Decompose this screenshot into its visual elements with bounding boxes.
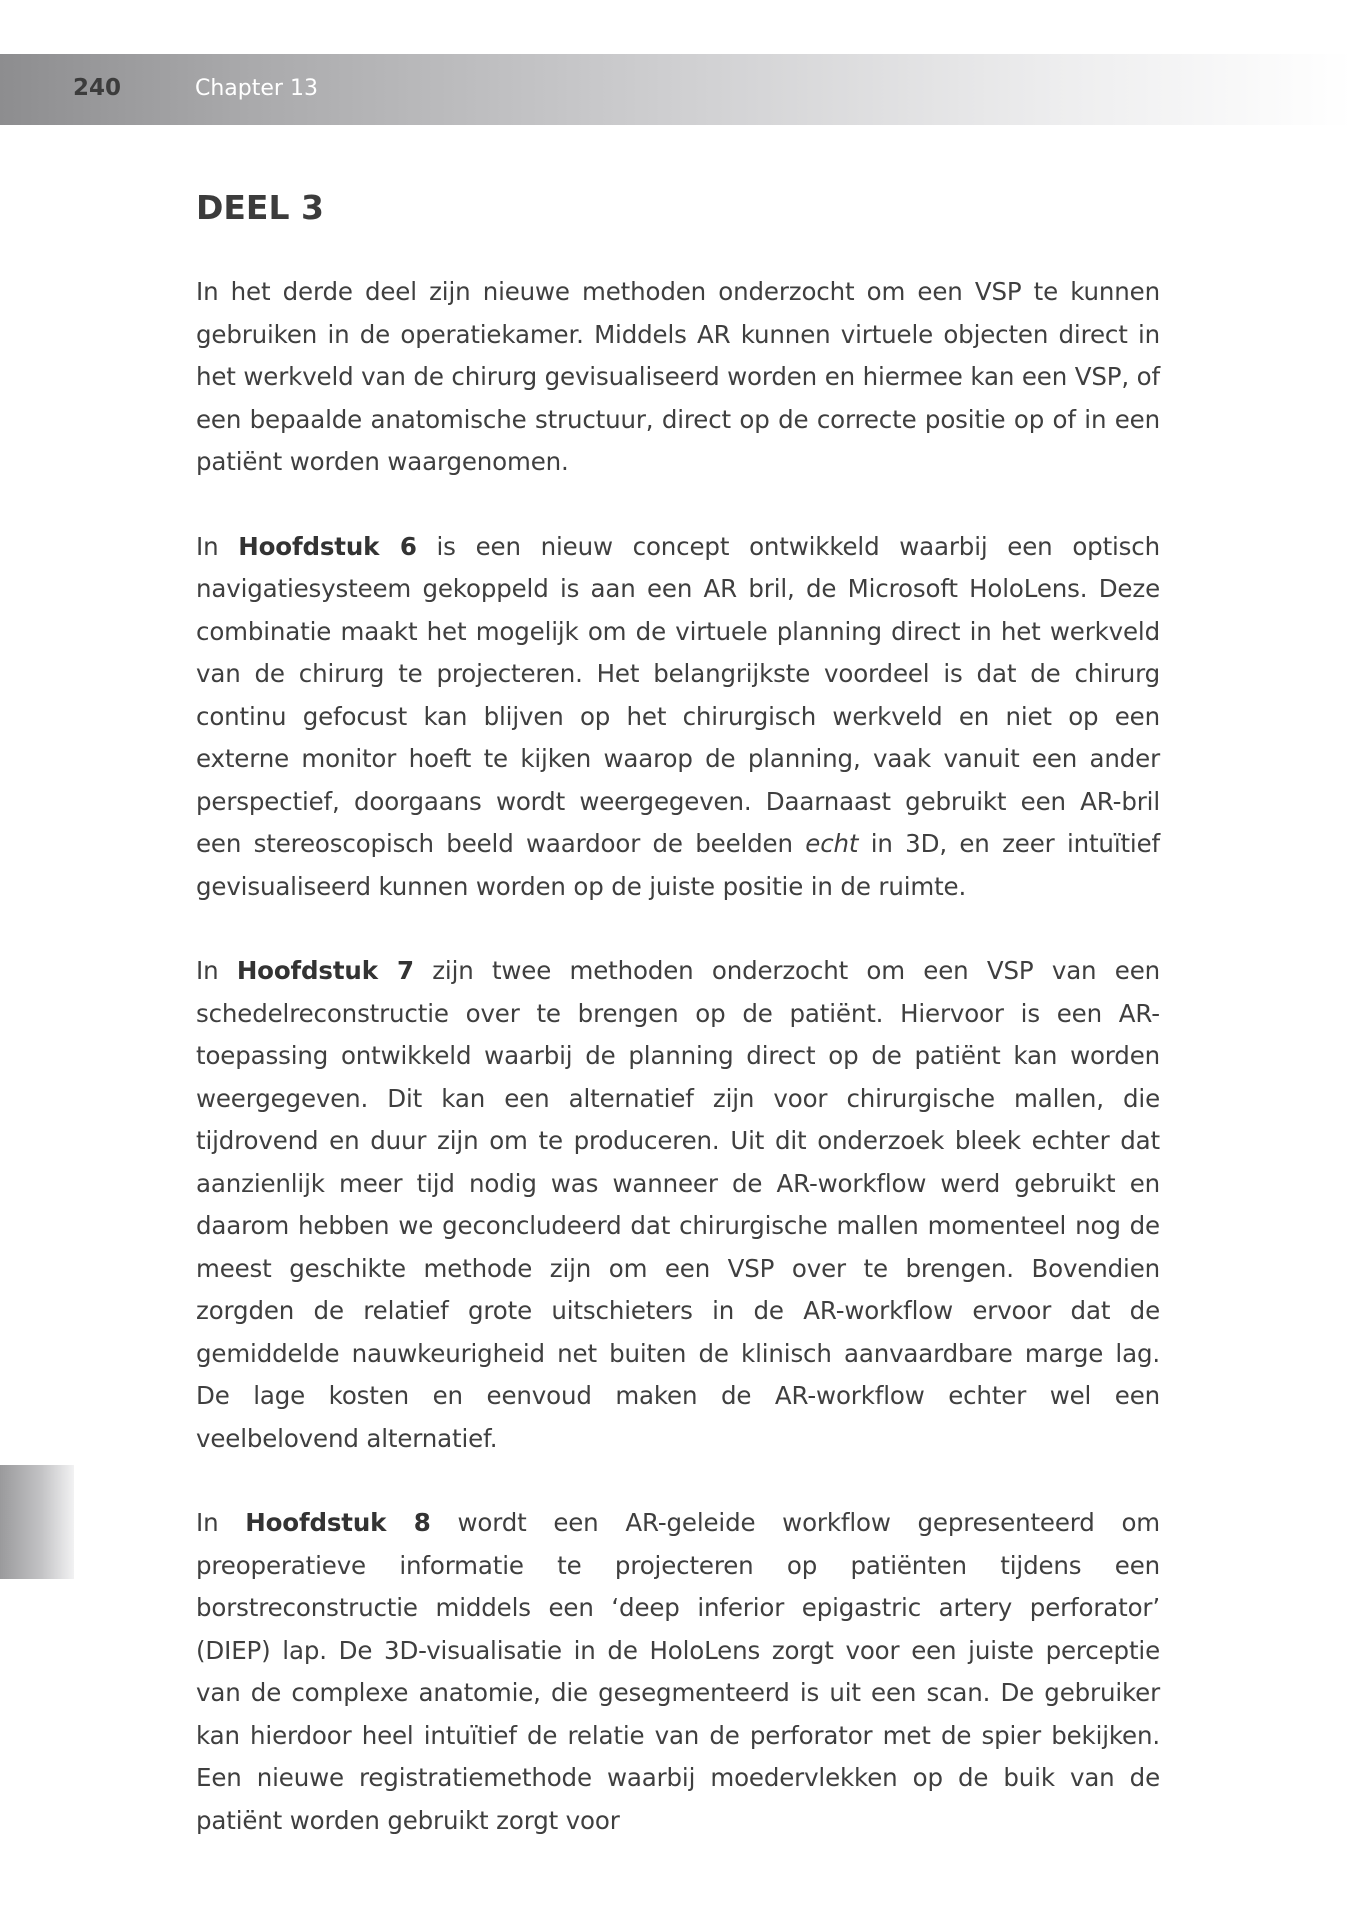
paragraph-intro-text: In het derde deel zijn nieuwe methoden onderzocht om een VSP te kunnen gebruiken in de operatiekamer. Middels AR kunnen virtuele objecten direct in het werkveld van de chirurg gevisualiseerd worden en hiermee kan een VSP, of een bepaalde anatomische structuur, direct op de correcte positie op of in een patiënt worden waargenomen. bbox=[196, 277, 1160, 476]
chapter-reference: Hoofdstuk 7 bbox=[236, 956, 414, 985]
chapter-reference: Hoofdstuk 8 bbox=[245, 1508, 431, 1537]
paragraph-hoofdstuk-8 bbox=[196, 1502, 1160, 1842]
page-number: 240 bbox=[73, 75, 122, 101]
paragraph-hoofdstuk-6 bbox=[196, 526, 1160, 909]
emphasis-text: echt bbox=[805, 829, 859, 858]
paragraph-text: zijn twee methoden onderzocht om een VSP van een schedelreconstructie over te brengen op de patiënt. Hiervoor is een AR-toepassing ontwikkeld waarbij de planning direct op de patiënt kan worden weergegeven. Dit kan een alternatief zijn voor chirurgische mallen, die tijdrovend en duur zijn om te produceren. Uit dit onderzoek bleek echter dat aanzienlijk meer tijd nodig was wanneer de AR-workflow werd gebruikt en daarom hebben we geconcludeerd dat chirurgische mallen momenteel nog de meest geschikte methode zijn om een VSP over te brengen. Bovendien zorgden de relatief grote uitschieters in de AR-workflow ervoor dat de gemiddelde nauwkeurigheid net buiten de klinisch aanvaardbare marge lag. De lage kosten en eenvoud maken de AR-workflow echter wel een veelbelovend alternatief. bbox=[196, 956, 1161, 1453]
paragraph-intro bbox=[196, 271, 1160, 484]
paragraph-text: is een nieuw concept ontwikkeld waarbij een optisch navigatiesysteem gekoppeld is aan een AR bril, de Microsoft HoloLens. Deze combinatie maakt het mogelijk om de virtuele planning direct in het werkveld van de chirurg te projecteren. Het belangrijkste voordeel is dat de chirurg continu gefocust kan blijven op het chirurgisch werkveld en niet op een externe monitor hoeft te kijken waarop de planning, vaak vanuit een ander perspectief, doorgaans wordt weergegeven. Daarnaast gebruikt een AR-bril een stereoscopisch beeld waardoor de beelden bbox=[196, 531, 1160, 858]
side-thumb-tab bbox=[0, 1465, 74, 1579]
section-title: DEEL 3 bbox=[196, 188, 324, 227]
paragraph-lead: In bbox=[196, 531, 239, 561]
paragraph-lead: In bbox=[196, 956, 237, 985]
paragraph-hoofdstuk-7 bbox=[196, 950, 1160, 1460]
paragraph-lead: In bbox=[196, 1508, 246, 1537]
paragraph-text: wordt een AR-geleide workflow gepresenteerd om preoperatieve informatie te projecteren op patiënten tijdens een borstreconstructie middels een ‘deep inferior epigastric artery perforator’ (DIEP) lap. De 3D-visualisatie in de HoloLens zorgt voor een juiste perceptie van de complexe anatomie, die gesegmenteerd is uit een scan. De gebruiker kan hierdoor heel intuïtief de relatie van de perforator met de spier bekijken. Een nieuwe registratiemethode waarbij moedervlekken op de buik van de patiënt worden gebruikt zorgt voor bbox=[196, 1508, 1160, 1835]
paragraph-text-continued: in 3D, en zeer intuïtief gevisualiseerd kunnen worden op de juiste positie in de ruimte. bbox=[196, 829, 1160, 901]
page-body bbox=[196, 186, 1160, 1884]
chapter-reference: Hoofdstuk 6 bbox=[238, 531, 417, 561]
chapter-label: Chapter 13 bbox=[195, 76, 318, 101]
